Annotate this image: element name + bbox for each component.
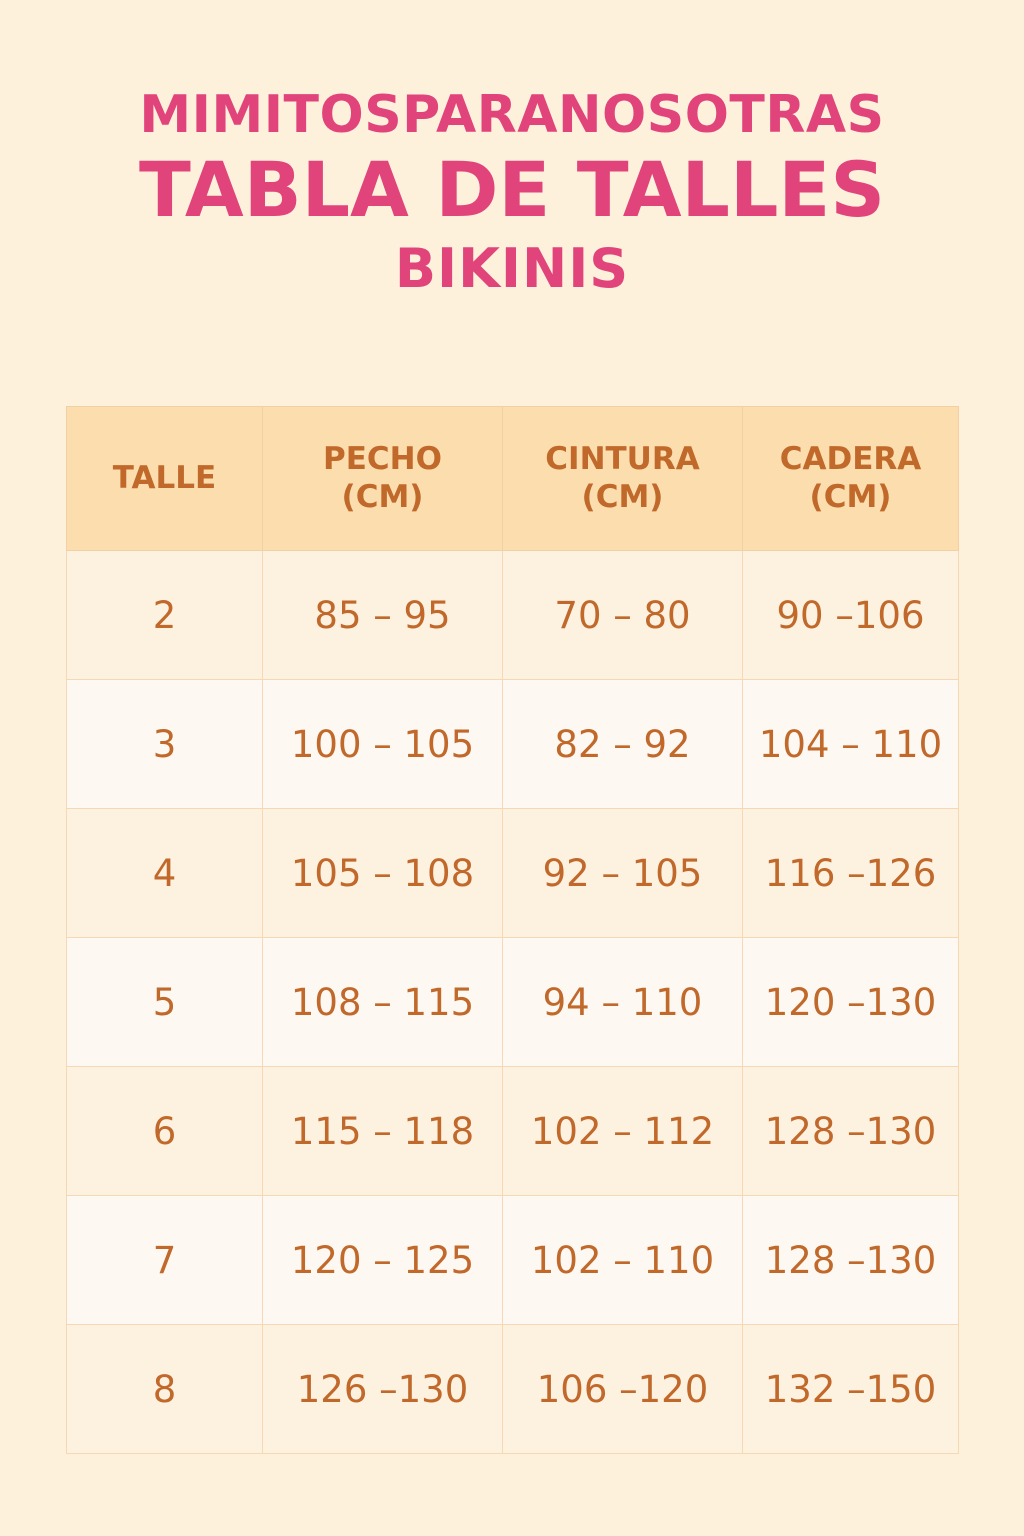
column-header-pecho-unit: (CM) [341, 478, 424, 515]
cell-pecho: 115 – 118 [263, 1067, 503, 1196]
size-table [66, 406, 959, 1454]
size-table-container [66, 406, 958, 1454]
cell-cintura: 106 –120 [503, 1325, 743, 1454]
column-header-cintura-unit: (CM) [581, 478, 664, 515]
cell-pecho: 85 – 95 [263, 551, 503, 680]
column-header-pecho [263, 407, 503, 551]
cell-pecho: 126 –130 [263, 1325, 503, 1454]
cell-cintura: 92 – 105 [503, 809, 743, 938]
table-row [67, 1067, 959, 1196]
cell-cintura: 94 – 110 [503, 938, 743, 1067]
page-title: TABLA DE TALLES [138, 144, 886, 234]
cell-talle: 8 [67, 1325, 263, 1454]
cell-talle: 7 [67, 1196, 263, 1325]
cell-cintura: 102 – 112 [503, 1067, 743, 1196]
table-row [67, 1196, 959, 1325]
cell-pecho: 100 – 105 [263, 680, 503, 809]
column-header-cadera-unit: (CM) [809, 478, 892, 515]
cell-talle: 4 [67, 809, 263, 938]
table-row [67, 809, 959, 938]
column-header-cadera [743, 407, 959, 551]
cell-talle: 5 [67, 938, 263, 1067]
column-header-talle [67, 407, 263, 551]
cell-cadera: 116 –126 [743, 809, 959, 938]
cell-cadera: 104 – 110 [743, 680, 959, 809]
cell-cadera: 90 –106 [743, 551, 959, 680]
cell-talle: 6 [67, 1067, 263, 1196]
table-header-row [67, 407, 959, 551]
column-header-cintura [503, 407, 743, 551]
cell-talle: 2 [67, 551, 263, 680]
table-row [67, 551, 959, 680]
cell-cadera: 120 –130 [743, 938, 959, 1067]
table-row [67, 938, 959, 1067]
cell-cintura: 70 – 80 [503, 551, 743, 680]
brand-name: MIMITOSPARANOSOTRAS [139, 85, 885, 145]
cell-cadera: 128 –130 [743, 1196, 959, 1325]
cell-pecho: 120 – 125 [263, 1196, 503, 1325]
cell-pecho: 105 – 108 [263, 809, 503, 938]
column-header-pecho-label: PECHO [323, 441, 442, 478]
page-subtitle: BIKINIS [394, 236, 630, 300]
cell-cintura: 102 – 110 [503, 1196, 743, 1325]
column-header-cadera-label: CADERA [779, 441, 922, 478]
cell-talle: 3 [67, 680, 263, 809]
cell-cintura: 82 – 92 [503, 680, 743, 809]
cell-pecho: 108 – 115 [263, 938, 503, 1067]
table-row [67, 1325, 959, 1454]
cell-cadera: 132 –150 [743, 1325, 959, 1454]
page-header [0, 0, 1024, 298]
column-header-talle-label: TALLE [112, 459, 217, 496]
cell-cadera: 128 –130 [743, 1067, 959, 1196]
table-row [67, 680, 959, 809]
column-header-cintura-label: CINTURA [545, 441, 700, 478]
